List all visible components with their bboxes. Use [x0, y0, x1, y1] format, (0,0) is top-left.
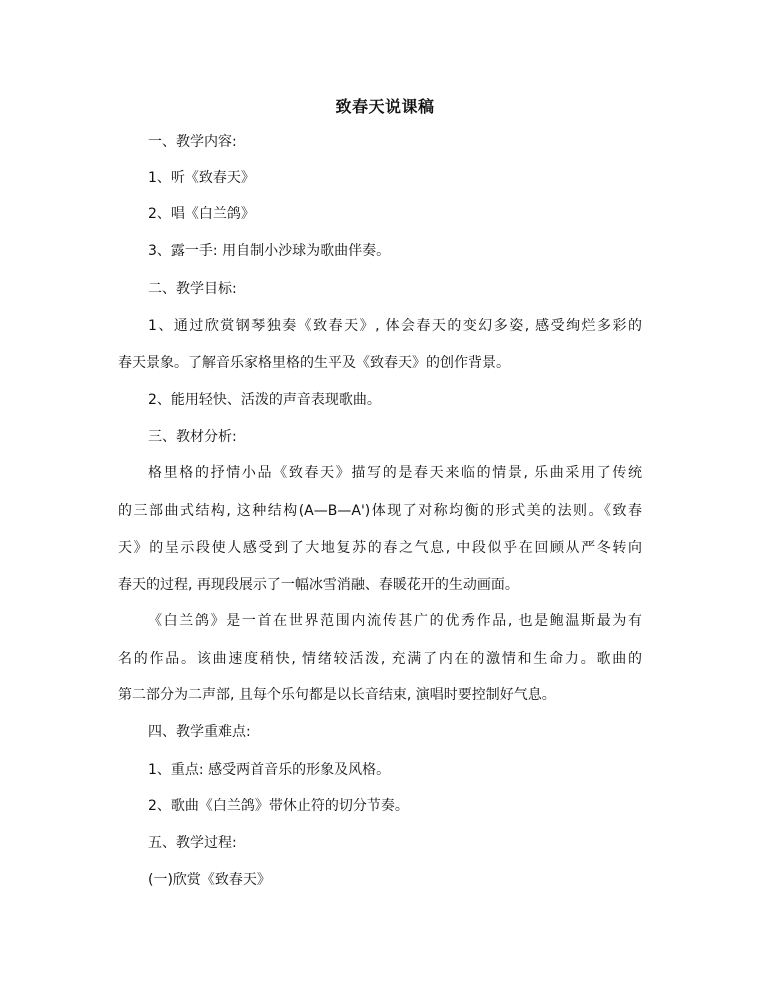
- list-item: 2、能用轻快、活泼的声音表现歌曲。: [148, 392, 381, 408]
- section-heading-key-points: 四、教学重难点:: [148, 724, 251, 740]
- paragraph-line: 名的作品。该曲速度稍快, 情绪较活泼, 充满了内在的激情和生命力。歌曲的: [118, 651, 642, 667]
- paragraph-line: 春天的过程, 再现段展示了一幅冰雪消融、春暖花开的生动画面。: [118, 577, 519, 593]
- section-heading-content: 一、教学内容:: [148, 134, 237, 150]
- section-heading-process: 五、教学过程:: [148, 835, 237, 851]
- paragraph-line: 的三部曲式结构, 这种结构(A—B—A')体现了对称均衡的形式美的法则。《致春: [118, 503, 642, 519]
- paragraph-line: 《白兰鸽》是一首在世界范围内流传甚广的优秀作品, 也是鲍温斯最为有: [148, 613, 642, 629]
- paragraph-line: 格里格的抒情小品《致春天》描写的是春天来临的情景, 乐曲采用了传统: [148, 465, 642, 481]
- paragraph-line: 天》的呈示段使人感受到了大地复苏的春之气息, 中段似乎在回顾从严冬转向: [118, 540, 642, 556]
- list-item: 1、重点: 感受两首音乐的形象及风格。: [148, 762, 391, 778]
- section-heading-goals: 二、教学目标:: [148, 281, 237, 297]
- list-item: 2、唱《白兰鸽》: [148, 206, 255, 222]
- document-title: 致春天说课稿: [335, 97, 435, 116]
- list-item: 3、露一手: 用自制小沙球为歌曲伴奏。: [148, 243, 391, 259]
- subsection-heading: (一)欣赏《致春天》: [148, 872, 271, 888]
- section-heading-analysis: 三、教材分析:: [148, 429, 237, 445]
- list-item: 1、听《致春天》: [148, 170, 255, 186]
- paragraph-line: 1、通过欣赏钢琴独奏《致春天》, 体会春天的变幻多姿, 感受绚烂多彩的: [148, 318, 642, 334]
- list-item: 2、歌曲《白兰鸽》带休止符的切分节奏。: [148, 798, 409, 814]
- paragraph-line: 春天景象。了解音乐家格里格的生平及《致春天》的创作背景。: [118, 355, 510, 371]
- paragraph-line: 第二部分为二声部, 且每个乐句都是以长音结束, 演唱时要控制好气息。: [118, 687, 556, 703]
